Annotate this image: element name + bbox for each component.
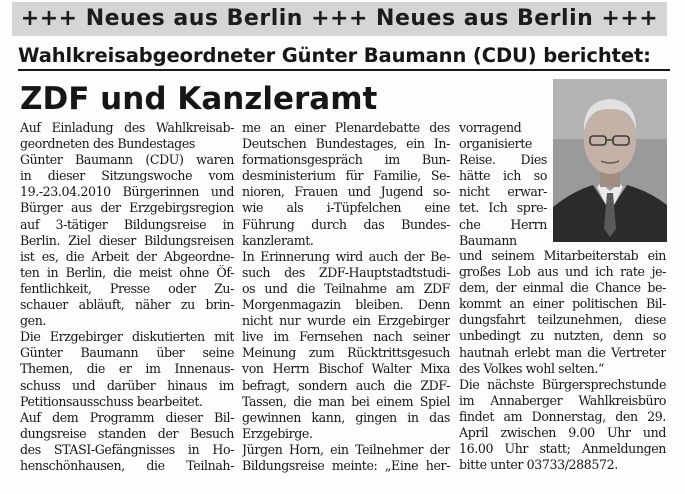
text-line: hätte ich so xyxy=(459,168,547,184)
article-headline: ZDF und Kanzleramt xyxy=(20,81,378,117)
text-line: geordneten des Bundestages xyxy=(20,136,195,152)
text-line: Berlin. Ziel dieser Bildungsreisen xyxy=(20,232,234,248)
text-line: dem, der einmal die Chance be- xyxy=(459,280,666,296)
text-line: Petitionsausschuss bearbeitet. xyxy=(20,393,203,409)
text-line: befragt, sondern auch die ZDF- xyxy=(242,377,450,393)
text-line: dungsreise standen der Besuch xyxy=(20,425,234,441)
text-line: such des ZDF-Hauptstadtstudi- xyxy=(242,264,450,280)
text-line: und seinem Mitarbeiterstab ein xyxy=(459,248,666,263)
news-banner: +++ Neues aus Berlin +++ Neues aus Berlin +++ xyxy=(12,2,667,36)
text-line: In Erinnerung wird auch der Be- xyxy=(242,248,450,264)
text-line: 16.00 Uhr statt; Anmeldungen xyxy=(459,441,666,457)
text-line: Reise. Dies xyxy=(459,152,547,168)
text-line: Bürger aus der Erzgebirgsregion xyxy=(20,200,234,216)
text-line: live im Fernsehen nach seiner xyxy=(242,329,450,345)
text-line: Meinung zum Rücktrittsgesuch xyxy=(242,345,450,361)
text-line: hautnah erlebt man die Vertreter xyxy=(459,344,666,360)
text-line: Erzgebirge. xyxy=(242,425,313,441)
text-line: vorragend xyxy=(459,120,522,135)
text-line: Themen, die er im Innenaus- xyxy=(20,361,234,377)
text-line: formationsgespräch im Bun- xyxy=(242,152,450,168)
text-line: April zwischen 9.00 Uhr und xyxy=(459,425,666,441)
text-line: 19.-23.04.2010 Bürgerinnen und xyxy=(20,184,234,200)
text-line: desministerium für Familie, Se- xyxy=(242,168,450,184)
text-line: Auf Einladung des Wahlkreisab- xyxy=(20,120,234,135)
text-line: henschönhausen, die Teilnah- xyxy=(20,457,234,473)
text-line: nicht erwar- xyxy=(459,184,547,200)
text-line: Tassen, die man bei einem Spiel xyxy=(242,393,450,409)
text-line: auf 3-tätiger Bildungsreise in xyxy=(20,216,234,232)
text-line: Günter Baumann über seine xyxy=(20,345,234,361)
text-line: fentlichkeit, Presse oder Zu- xyxy=(20,280,234,296)
text-line: che Herrn xyxy=(459,216,547,232)
text-line: me an einer Plenardebatte des xyxy=(242,120,450,135)
text-line: unbedingt zu nutzten, denn so xyxy=(459,328,666,344)
text-line: tet. Ich spre- xyxy=(459,200,547,216)
article-column-1 xyxy=(20,120,234,474)
article-column-3-bottom xyxy=(459,248,666,473)
text-line: organisierte xyxy=(459,136,532,152)
portrait-photo xyxy=(553,79,667,242)
text-line: ten in Berlin, die meist ohne Öf- xyxy=(20,264,234,280)
text-line: Die Erzgebirger diskutierten mit xyxy=(20,329,234,345)
text-line: schuss und darüber hinaus im xyxy=(20,377,234,393)
text-line: os und die Teilnahme am ZDF xyxy=(242,280,450,296)
text-line: Jürgen Horn, ein Teilnehmer der xyxy=(242,441,450,457)
text-line: Die nächste Bürgersprechstunde xyxy=(459,376,666,392)
text-line: nioren, Frauen und Jugend so- xyxy=(242,184,450,200)
text-line: Günter Baumann (CDU) waren xyxy=(20,152,234,168)
text-line: großes Lob aus und ich rate je- xyxy=(459,264,666,280)
text-line: findet am Donnerstag, den 29. xyxy=(459,408,666,424)
article-column-3-top xyxy=(459,120,547,249)
text-line: nicht nur wurde ein Erzgebirger xyxy=(242,313,450,329)
text-line: Deutschen Bundestages, ein In- xyxy=(242,136,450,152)
text-line: im Annaberger Wahlkreisbüro xyxy=(459,392,666,408)
text-line: Morgenmagazin bleiben. Denn xyxy=(242,297,450,313)
text-line: Führung durch das Bundes- xyxy=(242,216,450,232)
text-line: in dieser Sitzungswoche vom xyxy=(20,168,234,184)
kicker-line: Wahlkreisabgeordneter Günter Baumann (CDU) berichtet: xyxy=(18,44,670,71)
text-line: ist es, die Arbeit der Abgeordne- xyxy=(20,248,234,264)
text-line: kommt an einer politischen Bil- xyxy=(459,296,666,312)
text-line: gewinnen kann, gingen in das xyxy=(242,409,450,425)
text-line: des Volkes wohl selten.“ xyxy=(459,360,604,376)
text-line: von Herrn Bischof Walter Mixa xyxy=(242,361,450,377)
text-line: schauer abläuft, näher zu brin- xyxy=(20,297,234,313)
text-line: bitte unter 03733/288572. xyxy=(459,457,618,473)
text-line: wie als i-Tüpfelchen eine xyxy=(242,200,450,216)
text-line: kanzleramt. xyxy=(242,232,314,248)
text-line: dungsfahrt teilzunehmen, diese xyxy=(459,312,666,328)
text-line: Baumann xyxy=(459,232,517,248)
article-column-2 xyxy=(242,120,450,474)
text-line: Bildungsreise meinte: „Eine her- xyxy=(242,457,450,473)
text-line: des STASI-Gefängnisses in Ho- xyxy=(20,441,234,457)
text-line: gen. xyxy=(20,313,47,329)
text-line: Auf dem Programm dieser Bil- xyxy=(20,409,234,425)
